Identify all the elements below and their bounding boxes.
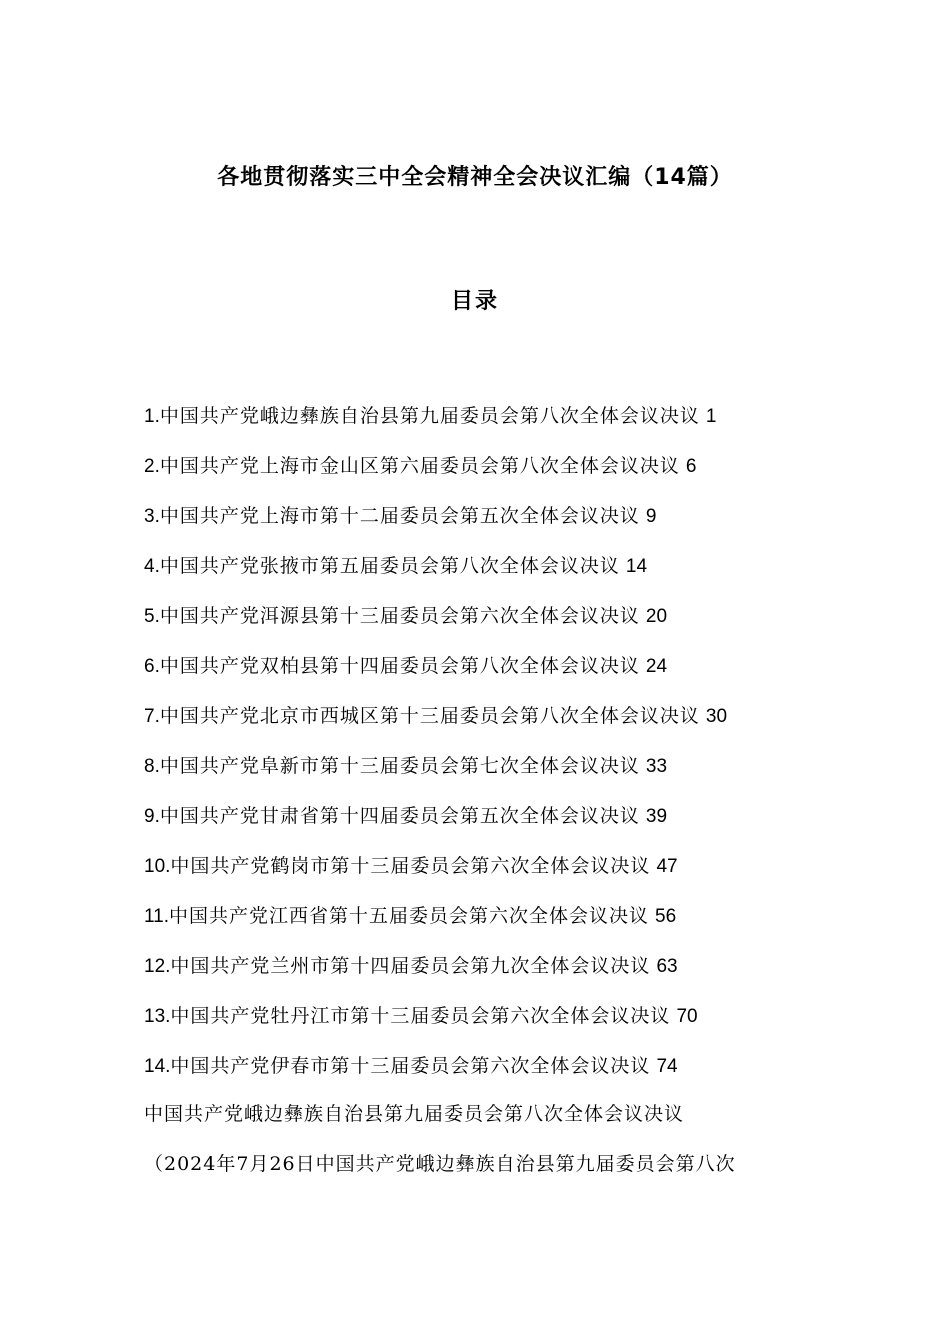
toc-entry-2[interactable]	[144, 452, 844, 502]
toc-entry-page: 47	[656, 856, 678, 877]
toc-entry-page: 20	[645, 606, 668, 627]
section-subtitle: （2024年7月26日中国共产党峨边彝族自治县第九届委员会第八次	[144, 1153, 736, 1175]
toc-entry-page: 9	[645, 506, 657, 527]
toc-entry-text: 中国共产党双柏县第十四届委员会第八次全体会议决议	[159, 655, 640, 677]
toc-entry-page: 33	[645, 756, 668, 777]
toc-entry-page: 6	[685, 456, 697, 477]
toc-entry-6[interactable]	[144, 652, 844, 702]
toc-entry-number: 1.	[144, 406, 160, 427]
toc-entry-number: 13.	[144, 1006, 171, 1027]
toc-entry-text: 中国共产党阜新市第十三届委员会第七次全体会议决议	[159, 755, 640, 777]
toc-entry-number: 3.	[144, 506, 160, 527]
toc-entry-page: 1	[705, 406, 717, 427]
toc-entry-8[interactable]	[144, 752, 844, 802]
toc-entry-text: 中国共产党兰州市第十四届委员会第九次全体会议决议	[170, 955, 651, 977]
toc-entry-11[interactable]	[144, 902, 844, 952]
toc-heading: 目录	[450, 289, 499, 314]
toc-entry-4[interactable]	[144, 552, 844, 602]
toc-entry-14[interactable]	[144, 1052, 844, 1102]
toc-entry-number: 2.	[144, 456, 160, 477]
toc-entry-number: 5.	[144, 606, 160, 627]
toc-entry-3[interactable]	[144, 502, 844, 552]
toc-entry-text: 中国共产党江西省第十五届委员会第六次全体会议决议	[169, 905, 650, 927]
toc-entry-12[interactable]	[144, 952, 844, 1002]
toc-entry-text: 中国共产党牡丹江市第十三届委员会第六次全体会议决议	[170, 1005, 671, 1027]
toc-entry-7[interactable]	[144, 702, 844, 752]
toc-entry-number: 11.	[144, 906, 170, 927]
toc-entry-text: 中国共产党洱源县第十三届委员会第六次全体会议决议	[159, 605, 640, 627]
toc-entry-page: 56	[655, 906, 677, 927]
toc-entry-number: 7.	[144, 706, 160, 727]
toc-entry-page: 70	[676, 1006, 698, 1027]
toc-entry-number: 9.	[144, 806, 160, 827]
toc-entry-10[interactable]	[144, 852, 844, 902]
section-title: 中国共产党峨边彝族自治县第九届委员会第八次全体会议决议	[144, 1103, 685, 1125]
toc-entry-page: 39	[645, 806, 668, 827]
toc-entry-text: 中国共产党伊春市第十三届委员会第六次全体会议决议	[170, 1055, 651, 1077]
toc-entry-page: 24	[645, 656, 668, 677]
toc-entry-13[interactable]	[144, 1002, 844, 1052]
toc-entry-text: 中国共产党鹤岗市第十三届委员会第六次全体会议决议	[170, 855, 651, 877]
toc-entry-number: 8.	[144, 756, 160, 777]
toc-entry-9[interactable]	[144, 802, 844, 852]
toc-entry-number: 12.	[144, 956, 171, 977]
toc-entry-1[interactable]	[144, 402, 844, 452]
toc-entry-text: 中国共产党上海市金山区第六届委员会第八次全体会议决议	[159, 455, 680, 477]
toc-entry-page: 30	[705, 706, 728, 727]
toc-entry-number: 14.	[144, 1056, 171, 1077]
toc-entry-number: 4.	[144, 556, 160, 577]
toc-entry-text: 中国共产党甘肃省第十四届委员会第五次全体会议决议	[159, 805, 640, 827]
toc-entry-number: 10.	[144, 856, 171, 877]
toc-entry-5[interactable]	[144, 602, 844, 652]
table-of-contents	[144, 402, 844, 1102]
toc-entry-text: 中国共产党峨边彝族自治县第九届委员会第八次全体会议决议	[159, 405, 700, 427]
toc-entry-text: 中国共产党北京市西城区第十三届委员会第八次全体会议决议	[159, 705, 700, 727]
toc-entry-number: 6.	[144, 656, 160, 677]
toc-entry-text: 中国共产党张掖市第五届委员会第八次全体会议决议	[159, 555, 620, 577]
toc-entry-page: 74	[656, 1056, 678, 1077]
toc-entry-text: 中国共产党上海市第十二届委员会第五次全体会议决议	[159, 505, 640, 527]
toc-entry-page: 14	[625, 556, 648, 577]
toc-entry-page: 63	[656, 956, 678, 977]
document-title: 各地贯彻落实三中全会精神全会决议汇编（14篇）	[217, 165, 733, 190]
